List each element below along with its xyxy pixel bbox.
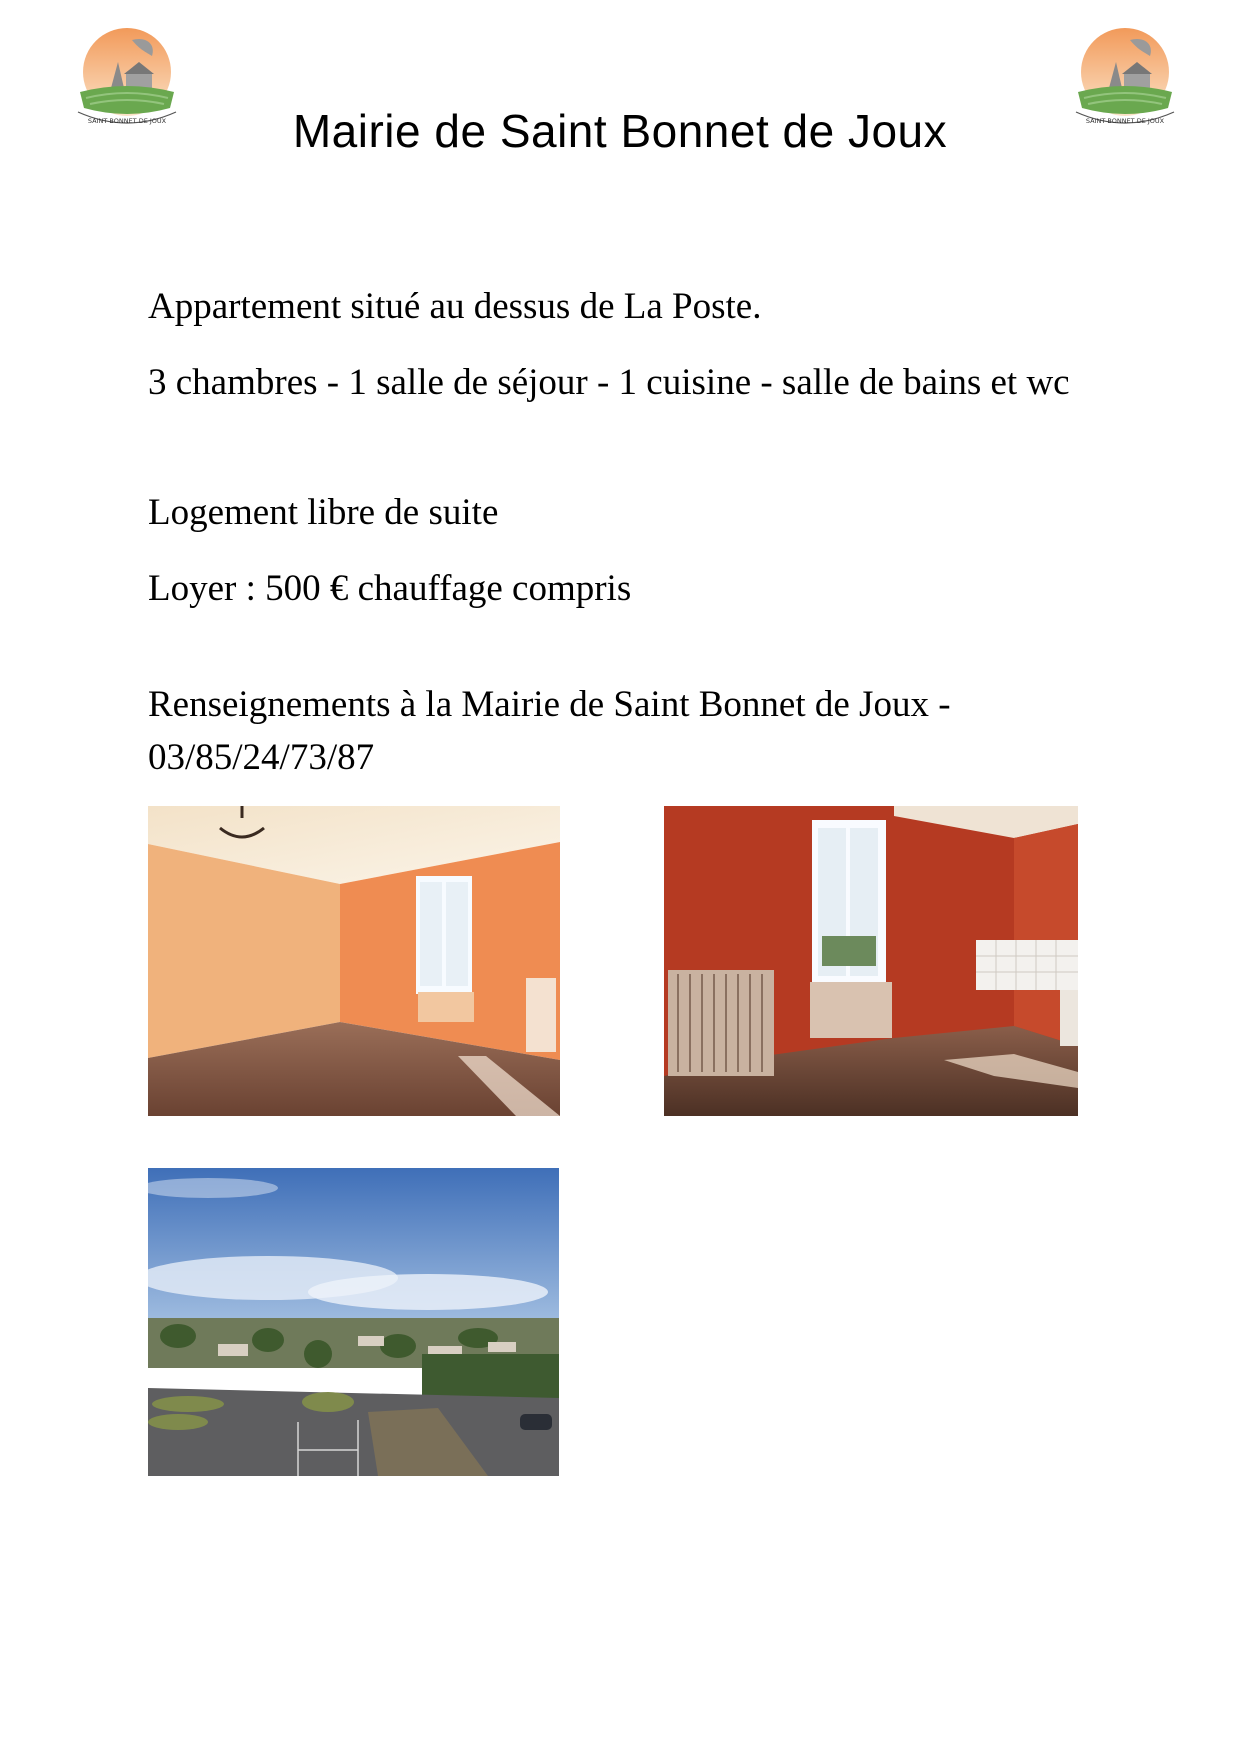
photo-village-view [148,1168,559,1476]
photo-kitchen [664,806,1078,1116]
page-title: Mairie de Saint Bonnet de Joux [292,105,948,157]
listing-location: Appartement situé au dessus de La Poste. [148,286,762,327]
logo-text: SAINT BONNET DE JOUX [87,117,167,125]
listing-contact: Renseignements à la Mairie de Saint Bonnet de Joux - 03/85/24/73/87 [148,684,951,778]
listing-rent: Loyer : 500 € chauffage compris [148,568,632,609]
listing-rooms: 3 chambres - 1 salle de séjour - 1 cuisine - salle de bains et wc [148,362,1070,403]
listing-availability: Logement libre de suite [148,492,499,533]
logo-text: SAINT BONNET DE JOUX [1085,117,1165,125]
photo-living-room [148,806,560,1116]
